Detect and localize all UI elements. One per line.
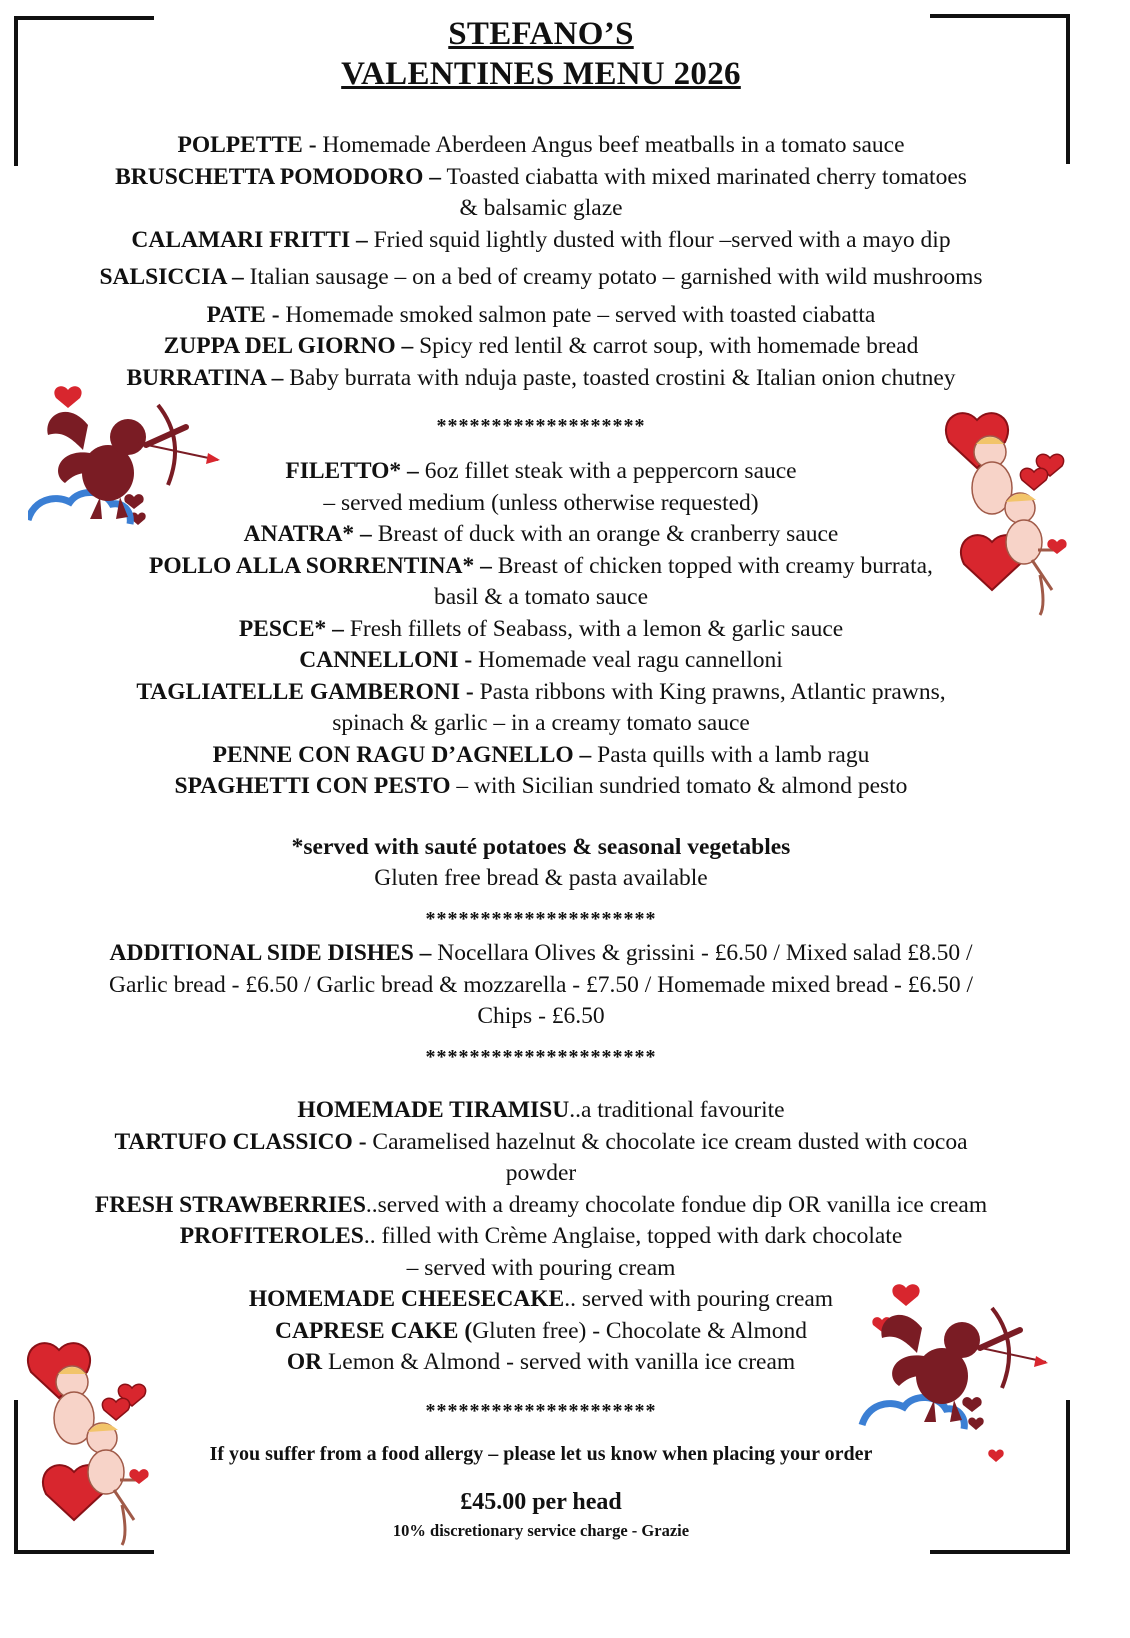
restaurant-name: STEFANO’S bbox=[448, 16, 634, 52]
menu-item: BRUSCHETTA POMODORO – Toasted ciabatta with mixed marinated cherry tomatoes & balsamic glaze bbox=[115, 163, 967, 221]
sides-section bbox=[0, 938, 1082, 1033]
separator: ******************* bbox=[436, 415, 646, 437]
menu-item: TARTUFO CLASSICO - Caramelised hazelnut & chocolate ice cream dusted with cocoa powder bbox=[114, 1128, 968, 1186]
menu-item: ANATRA* – Breast of duck with an orange & cranberry sauce bbox=[243, 521, 839, 547]
allergy-note: If you suffer from a food allergy – please let us know when placing your order bbox=[209, 1443, 873, 1465]
separator: ********************* bbox=[425, 1046, 657, 1068]
menu-title: VALENTINES MENU 2026 bbox=[341, 56, 741, 92]
menu-item: CANNELLONI - Homemade veal ragu cannelloni bbox=[299, 647, 783, 673]
cherubs-hearts-icon bbox=[24, 1340, 154, 1550]
cupid-archer-icon bbox=[28, 365, 228, 535]
menu-header bbox=[0, 14, 1082, 94]
separator: ********************* bbox=[425, 908, 657, 930]
menu-item: FILETTO* – 6oz fillet steak with a peppercorn sauce – served medium (unless otherwise requested) bbox=[285, 458, 797, 516]
menu-item: ZUPPA DEL GIORNO – Spicy red lentil & carrot soup, with homemade bread bbox=[163, 333, 919, 359]
menu-item: SPAGHETTI CON PESTO – with Sicilian sundried tomato & almond pesto bbox=[174, 773, 908, 799]
menu-item: OR Lemon & Almond - served with vanilla ice cream bbox=[286, 1349, 796, 1375]
menu-item: POLLO ALLA SORRENTINA* – Breast of chicken topped with creamy burrata, basil & a tomato sauce bbox=[149, 552, 933, 610]
menu-item: PESCE* – Fresh fillets of Seabass, with a lemon & garlic sauce bbox=[238, 615, 844, 642]
served-with-note: *served with sauté potatoes & seasonal vegetables bbox=[291, 834, 791, 860]
price-block bbox=[0, 1485, 1082, 1543]
cherubs-hearts-icon bbox=[942, 410, 1072, 620]
price-per-head: £45.00 per head bbox=[460, 1489, 622, 1515]
menu-item: FRESH STRAWBERRIES..served with a dreamy chocolate fondue dip OR vanilla ice cream bbox=[94, 1191, 988, 1218]
menu-item: TAGLIATELLE GAMBERONI - Pasta ribbons with King prawns, Atlantic prawns, spinach & garlic – in a creamy tomato sauce bbox=[136, 678, 946, 736]
menu-item: POLPETTE - Homemade Aberdeen Angus beef meatballs in a tomato sauce bbox=[177, 132, 905, 158]
separator: ********************* bbox=[425, 1400, 657, 1422]
menu-item: BURRATINA – Baby burrata with nduja paste, toasted crostini & Italian onion chutney bbox=[126, 364, 956, 391]
gluten-free-note: Gluten free bread & pasta available bbox=[374, 865, 708, 891]
menu-item: CAPRESE CAKE (Gluten free) - Chocolate & Almond bbox=[275, 1317, 807, 1344]
menu-item: PENNE CON RAGU D’AGNELLO – Pasta quills with a lamb ragu bbox=[212, 741, 870, 768]
starters-section bbox=[0, 130, 1082, 394]
menu-item: SALSICCIA – Italian sausage – on a bed of creamy potato – garnished with wild mushrooms bbox=[99, 264, 983, 290]
menu-item: PATE - Homemade smoked salmon pate – served with toasted ciabatta bbox=[206, 301, 876, 328]
side-dishes: ADDITIONAL SIDE DISHES – Nocellara Olives & grissini - £6.50 / Mixed salad £8.50 / Garlic bread - £6.50 / Garlic bread & mozzarella - £7.50 / Homemade mixed bread - £6.50 / Chips - £6.50 bbox=[109, 940, 973, 1029]
menu-item: CALAMARI FRITTI – Fried squid lightly dusted with flour –served with a mayo dip bbox=[131, 226, 951, 253]
menu-item: HOMEMADE CHEESECAKE.. served with pouring cream bbox=[248, 1286, 834, 1312]
notes-section bbox=[0, 832, 1082, 894]
service-charge-note: 10% discretionary service charge - Grazie bbox=[392, 1521, 690, 1540]
cupid-archer-icon bbox=[856, 1280, 1056, 1470]
menu-item: PROFITEROLES.. filled with Crème Anglaise, topped with dark chocolate – served with pouring cream bbox=[179, 1223, 903, 1281]
menu-item: HOMEMADE TIRAMISU..a traditional favourite bbox=[297, 1097, 785, 1123]
